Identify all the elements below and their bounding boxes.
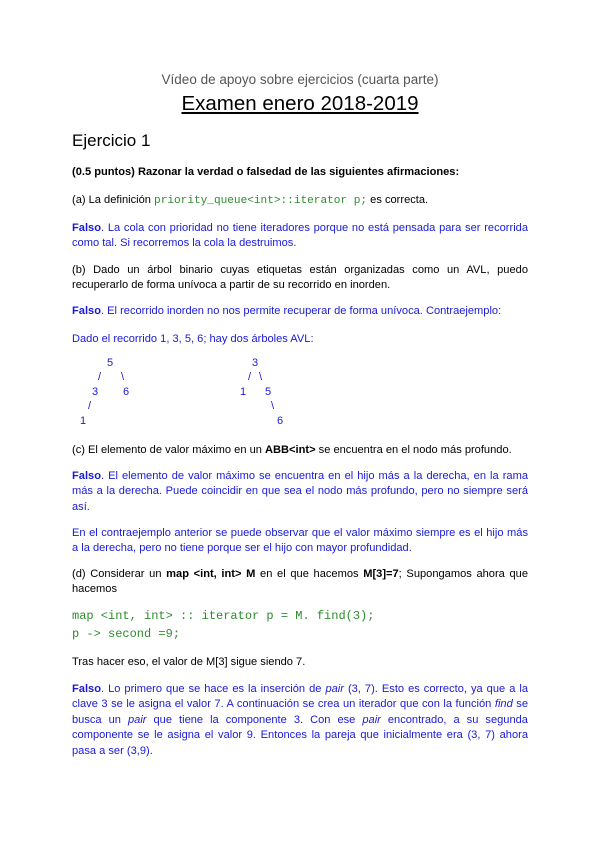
answer-label: Falso — [72, 222, 101, 234]
exercise-heading: Ejercicio 1 — [72, 131, 151, 150]
tree1-node-3: 3 — [92, 386, 99, 398]
after-d: Tras hacer eso, el valor de M[3] sigue siendo 7. — [72, 656, 306, 668]
tree1-node-5: 5 — [107, 357, 114, 369]
tree1-node-1: 1 — [80, 415, 87, 427]
answer-b: Falso. El recorrido inorden no nos permite recuperar de forma unívoca. Contraejemplo: — [72, 305, 502, 317]
tree1-edge: \ — [121, 371, 125, 383]
tree1-edge: / — [88, 400, 92, 412]
code-block-d — [72, 607, 374, 643]
tree1-edge: / — [98, 371, 102, 383]
tree2-edge: \ — [259, 371, 263, 383]
statement-a: (a) La definición priority_queue<int>::iterator p; es correcta. — [72, 194, 429, 207]
statement-d: (d) Considerar un map <int, int> M en el que hacemos M[3]=7; Supongamos ahora que hacemos — [72, 568, 529, 596]
tree2-node-6: 6 — [277, 415, 284, 427]
tree2-node-5: 5 — [265, 386, 272, 398]
document-title: Examen enero 2018-2019 — [181, 92, 419, 115]
tree2-node-3: 3 — [252, 357, 259, 369]
answer-label: Falso — [72, 305, 101, 317]
exercise-intro — [72, 165, 528, 180]
answer-c: Falso. El elemento de valor máximo se encuentra en el hijo más a la derecha, en la rama más a la derecha. Puede coincidir en que sea el nodo más profundo, pero no siempre será así. — [72, 470, 528, 513]
example-b: Dado el recorrido 1, 3, 5, 6; hay dos árboles AVL: — [72, 333, 314, 345]
code-line: map <int, int> :: iterator p = M. find(3); — [72, 609, 375, 623]
statement-c: (c) El elemento de valor máximo en un ABB<int> se encuentra en el nodo más profundo. — [72, 444, 512, 456]
tree2-edge: \ — [271, 400, 275, 412]
statement-b: (b) Dado un árbol binario cuyas etiquetas están organizadas como un AVL, puedo recuperarlo de forma unívoca a partir de su recorrido en inorden. — [72, 264, 528, 292]
answer-label: Falso — [72, 683, 101, 695]
code-line: p -> second =9; — [72, 627, 181, 641]
tree2-node-1: 1 — [240, 386, 247, 398]
answer-label: Falso — [72, 470, 101, 482]
answer-d: Falso. Lo primero que se hace es la inserción de pair (3, 7). Esto es correcto, ya que a la clave 3 se le asigna el valor 7. A continuación se crea un iterador que con la función find se busca un pair que tiene la componente 3. Con ese pair encontrado, a su segunda componente se le asigna el valor 9. Entonces la pareja que inicialmente era (3, 7) ahora pasa a ser (3,9). — [72, 683, 529, 757]
tree2-edge: / — [248, 371, 252, 383]
answer-a: Falso. La cola con prioridad no tiene iteradores porque no está pensada para ser recorrida como tal. Si recorremos la cola la destruimos. — [72, 222, 528, 250]
intro-bold: (0.5 puntos) Razonar la verdad o falsedad de las siguientes afirmaciones: — [72, 166, 460, 178]
document-subtitle: Vídeo de apoyo sobre ejercicios (cuarta parte) — [161, 72, 439, 87]
code-inline-a: priority_queue<int>::iterator p; — [154, 195, 368, 207]
tree1-node-6: 6 — [123, 386, 130, 398]
extra-c: En el contraejemplo anterior se puede observar que el valor máximo siempre es el hijo más a la derecha, pero no tiene porque ser el hijo con mayor profundidad. — [72, 527, 528, 555]
